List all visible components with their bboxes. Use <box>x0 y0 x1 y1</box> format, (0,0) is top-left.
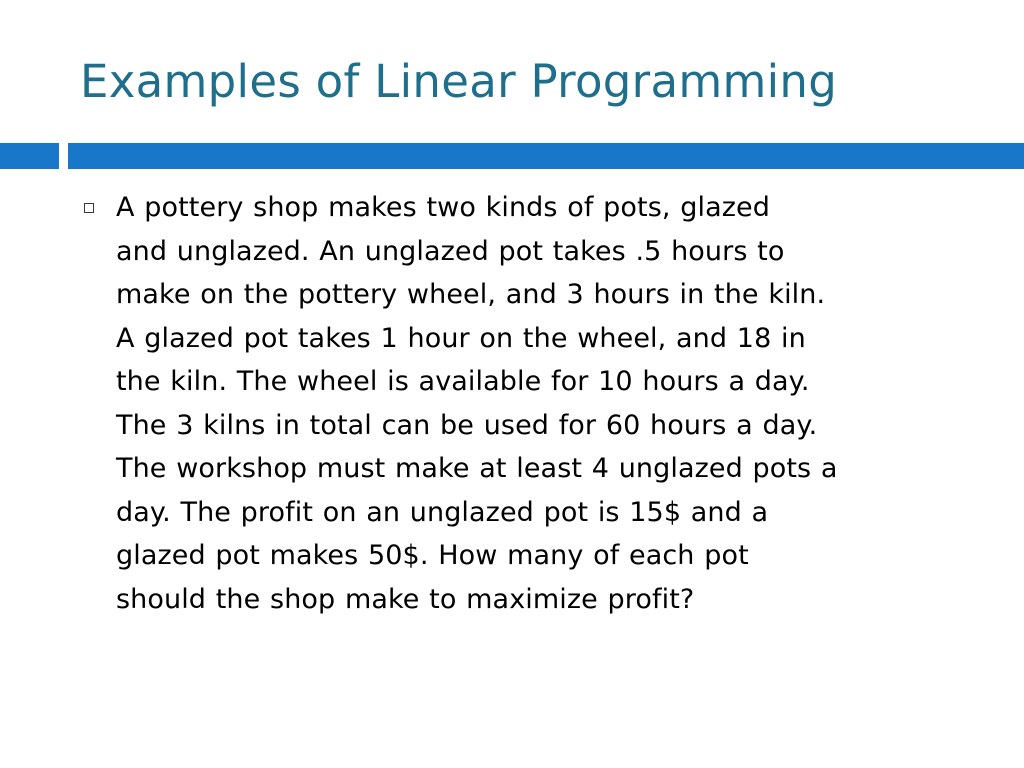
bullet-line: and unglazed. An unglazed pot takes .5 hours to <box>116 235 785 267</box>
bullet-line: The 3 kilns in total can be used for 60 hours a day. <box>116 409 818 441</box>
bullet-line: day. The profit on an unglazed pot is 15$ and a <box>116 496 769 528</box>
bullet-line: make on the pottery wheel, and 3 hours in the kiln. <box>116 279 826 310</box>
bullet-line: A glazed pot takes 1 hour on the wheel, and 18 in <box>116 322 806 354</box>
bullet-text <box>116 186 980 621</box>
bullet-list <box>80 186 980 621</box>
bullet-line: The workshop must make at least 4 unglazed pots a <box>116 453 838 484</box>
bullet-line: should the shop make to maximize profit? <box>116 583 695 615</box>
bullet-line: glazed pot makes 50$. How many of each pot <box>116 540 749 571</box>
bullet-line: A pottery shop makes two kinds of pots, glazed <box>116 192 770 223</box>
list-item <box>80 186 980 621</box>
square-bullet-icon <box>84 203 94 213</box>
title-rule-left <box>0 143 59 169</box>
title-rule-right <box>68 143 1024 169</box>
bullet-line: the kiln. The wheel is available for 10 hours a day. <box>116 366 810 397</box>
slide-title: Examples of Linear Programming <box>80 55 838 108</box>
